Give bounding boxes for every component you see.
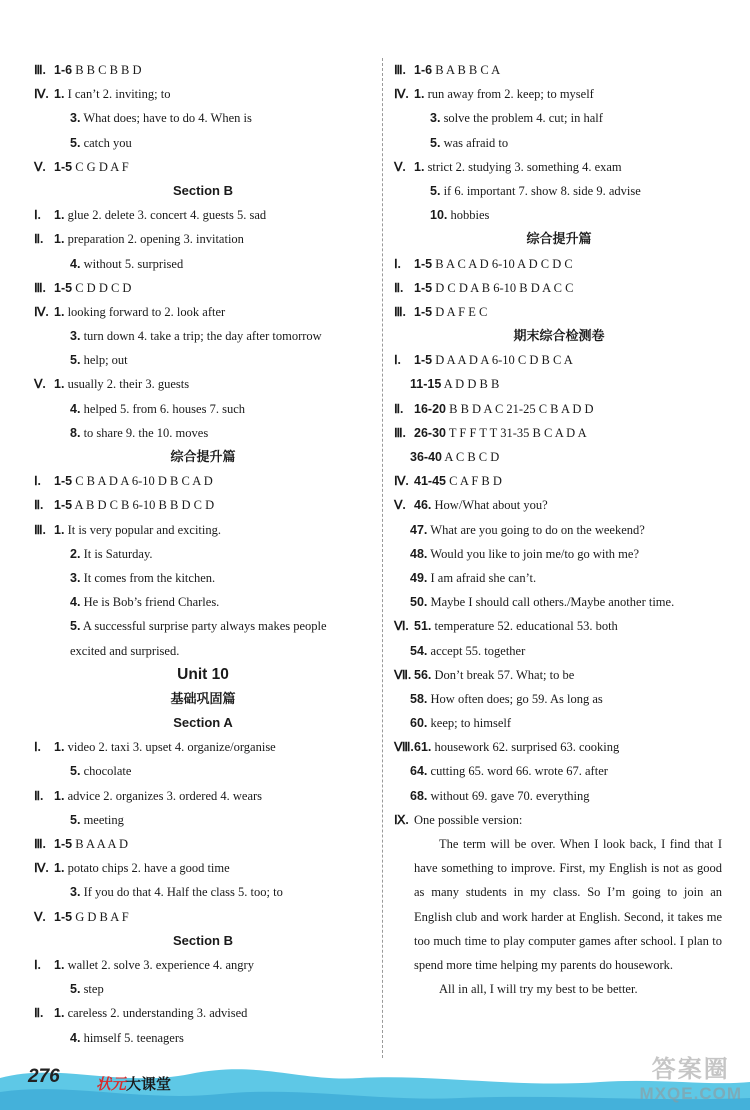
question-group-label: Ⅰ. [394, 353, 401, 368]
answer-text: What does; have to do 4. When is [83, 111, 252, 126]
answer-line [34, 203, 372, 227]
question-group-label: Ⅳ. [34, 87, 49, 102]
answer-line [34, 566, 372, 590]
left-column [34, 58, 372, 1050]
answer-line [394, 784, 724, 808]
answer-text: C D D C D [75, 280, 132, 295]
section-heading: Section B [173, 932, 233, 948]
answer-text: excited and surprised. [70, 643, 180, 658]
brand-logo [96, 1073, 171, 1094]
answer-line [34, 614, 372, 638]
answer-text: B B D A C 21-25 C B A D D [449, 401, 594, 416]
section-heading: 综合提升篇 [526, 231, 592, 247]
answer-text: if 6. important 7. show 8. side 9. advise [443, 183, 641, 198]
question-group-label: Ⅱ. [34, 232, 44, 247]
answer-line [394, 131, 724, 155]
question-number: 1-5 [54, 474, 73, 489]
question-group-label: Ⅳ. [34, 304, 49, 319]
question-number: 1-6 [54, 63, 73, 77]
question-number: 1. [54, 861, 65, 876]
question-number: 58. [410, 691, 428, 706]
answer-text: C A F B D [449, 474, 502, 489]
question-group-label: Ⅱ. [394, 280, 404, 295]
section-heading: Section B [173, 182, 233, 198]
answer-text: If you do that 4. Half the class 5. too; to [83, 885, 283, 900]
answer-line [394, 808, 724, 832]
question-number: 1. [414, 159, 425, 174]
section-heading: 基础巩固篇 [170, 690, 236, 706]
question-number: 56. [414, 667, 432, 682]
answer-text: What are you going to do on the weekend? [430, 522, 645, 537]
answer-line [34, 82, 372, 106]
answer-line [34, 348, 372, 372]
answer-text: Don’t break 57. What; to be [434, 667, 575, 682]
question-number: 1-5 [54, 837, 73, 851]
answer-line [34, 518, 372, 542]
question-number: 1. [54, 377, 65, 392]
question-group-label: Ⅰ. [34, 474, 41, 489]
question-group-label: Ⅳ. [34, 861, 49, 876]
answer-text: hobbies [450, 208, 490, 223]
question-group-label: Ⅲ. [394, 304, 406, 319]
answer-line [34, 905, 372, 929]
question-number: 1. [54, 788, 65, 803]
question-number: 5. [70, 135, 81, 150]
answer-text: advice 2. organizes 3. ordered 4. wears [67, 788, 263, 803]
question-group-label: Ⅲ. [34, 280, 46, 295]
question-group-label: Ⅴ. [34, 159, 46, 174]
answer-text: I can’t 2. inviting; to [67, 87, 171, 102]
answer-text: D A F E C [435, 304, 488, 319]
question-group-label: Ⅱ. [34, 788, 44, 803]
question-group-label: Ⅸ. [394, 812, 409, 827]
page-number: 276 [28, 1066, 60, 1087]
question-number: 49. [410, 570, 428, 585]
answer-line [394, 445, 724, 469]
answer-text: It is very popular and exciting. [67, 522, 221, 537]
answer-line [394, 58, 724, 82]
answer-text: It is Saturday. [83, 546, 153, 561]
answer-line [34, 735, 372, 759]
answer-text: A successful surprise party always makes people [82, 619, 327, 634]
answer-line [394, 397, 724, 421]
answer-line [394, 155, 724, 179]
question-group-label: Ⅴ. [394, 159, 406, 174]
question-number: 5. [70, 353, 81, 368]
question-number: 4. [70, 401, 81, 416]
question-number: 3. [70, 570, 81, 585]
section-heading: 综合提升篇 [170, 449, 236, 464]
answer-text: run away from 2. keep; to myself [427, 87, 594, 102]
answer-text: How/What about you? [434, 498, 548, 513]
answer-text: B A B B C A [435, 63, 501, 77]
answer-line [34, 639, 372, 663]
answer-line [34, 421, 372, 445]
question-group-label: Ⅱ. [34, 1006, 44, 1021]
question-number: 61. [414, 740, 432, 755]
answer-line [394, 82, 724, 106]
section-heading: 期末综合检测卷 [513, 328, 605, 344]
brand-logo-part1: 状元 [96, 1075, 127, 1093]
watermark [640, 1049, 742, 1104]
answer-line [34, 1001, 372, 1025]
answer-text: preparation 2. opening 3. invitation [67, 232, 244, 247]
answer-text: catch you [83, 135, 132, 150]
question-number: 5. [70, 812, 81, 827]
answer-text: How often does; go 59. As long as [430, 691, 603, 706]
answer-text: A D D B B [443, 377, 500, 392]
question-number: 4. [70, 595, 81, 610]
answer-line [34, 493, 372, 517]
question-number: 60. [410, 716, 428, 731]
page-footer [0, 1048, 750, 1110]
answer-line [394, 518, 724, 542]
answer-text: careless 2. understanding 3. advised [67, 1006, 248, 1021]
answer-line [394, 179, 724, 203]
answer-line [34, 469, 372, 493]
answer-line [394, 735, 724, 759]
question-group-label: Ⅲ. [34, 837, 46, 851]
question-group-label: Ⅷ. [394, 740, 414, 755]
answer-text: wallet 2. solve 3. experience 4. angry [67, 957, 254, 972]
answer-line [394, 759, 724, 783]
answer-line [394, 687, 724, 711]
question-number: 64. [410, 764, 428, 779]
question-group-label: Ⅳ. [394, 87, 409, 102]
answer-text: Maybe I should call others./Maybe another time. [430, 595, 675, 610]
answer-text: I am afraid she can’t. [430, 570, 537, 585]
answer-line [394, 203, 724, 227]
answer-line [34, 397, 372, 421]
answer-text: accept 55. together [430, 643, 526, 658]
answer-text: housework 62. surprised 63. cooking [434, 740, 620, 755]
question-number: 3. [430, 111, 441, 126]
answer-text: to share 9. the 10. moves [83, 425, 209, 440]
question-number: 1. [54, 740, 65, 755]
answer-line [34, 252, 372, 276]
answer-text: was afraid to [443, 135, 509, 150]
question-group-label: Ⅶ. [394, 667, 412, 682]
answer-line [34, 300, 372, 324]
watermark-line-2: MXQE.COM [639, 1084, 742, 1103]
question-number: 1-5 [414, 256, 433, 271]
answer-text: C B A D A 6-10 D B C A D [75, 474, 213, 489]
answer-line [394, 663, 724, 687]
question-number: 1. [54, 304, 65, 319]
answer-text: usually 2. their 3. guests [67, 377, 190, 392]
question-number: 36-40 [410, 450, 442, 464]
answer-line [34, 131, 372, 155]
answer-text: strict 2. studying 3. something 4. exam [427, 159, 622, 174]
answer-line [394, 276, 724, 300]
question-number: 41-45 [414, 474, 446, 489]
watermark-line-1: 答案圈 [651, 1056, 730, 1083]
question-number: 1-5 [54, 280, 73, 295]
answer-line [34, 856, 372, 880]
question-number: 1-5 [54, 498, 73, 513]
question-number: 1. [54, 1006, 65, 1021]
answer-text: chocolate [83, 764, 132, 779]
answer-text: D A A D A 6-10 C D B C A [435, 353, 573, 368]
answer-text: looking forward to 2. look after [67, 304, 226, 319]
answer-text: video 2. taxi 3. upset 4. organize/organise [67, 740, 276, 755]
question-group-label: Ⅱ. [34, 498, 44, 513]
answer-line [34, 808, 372, 832]
answer-text: help; out [83, 353, 128, 368]
question-group-label: Ⅰ. [34, 740, 41, 755]
question-number: 4. [70, 1030, 81, 1045]
answer-line [34, 227, 372, 251]
question-group-label: Ⅰ. [394, 256, 401, 271]
answer-line [394, 590, 724, 614]
question-number: 1-5 [414, 353, 433, 368]
question-number: 5. [70, 982, 81, 997]
answer-line [34, 276, 372, 300]
question-group-label: Ⅴ. [34, 377, 46, 392]
answer-text: C G D A F [75, 159, 129, 174]
question-number: 5. [70, 619, 81, 634]
question-number: 1. [54, 957, 65, 972]
section-heading: Section A [173, 715, 233, 731]
question-number: 1-5 [414, 304, 433, 319]
answer-text: without 69. gave 70. everything [430, 788, 590, 803]
answer-text: B A C A D 6-10 A D C D C [435, 256, 573, 271]
answer-text: A C B C D [444, 450, 500, 464]
answer-text: helped 5. from 6. houses 7. such [83, 401, 245, 416]
answer-text: keep; to himself [430, 716, 512, 731]
question-number: 3. [70, 111, 81, 126]
answer-text: It comes from the kitchen. [83, 570, 216, 585]
question-group-label: Ⅵ. [394, 619, 409, 634]
answer-text: without 5. surprised [83, 256, 184, 271]
answer-line [34, 880, 372, 904]
answer-text: glue 2. delete 3. concert 4. guests 5. sad [67, 208, 267, 223]
question-number: 3. [70, 329, 81, 344]
answer-line [34, 977, 372, 1001]
question-number: 1. [54, 522, 65, 537]
question-number: 26-30 [414, 425, 446, 440]
question-number: 47. [410, 522, 428, 537]
question-group-label: Ⅲ. [394, 63, 406, 77]
question-group-label: Ⅱ. [394, 401, 404, 416]
question-number: 1-5 [54, 909, 73, 924]
answer-line [394, 469, 724, 493]
question-number: 54. [410, 643, 428, 658]
question-group-label: Ⅳ. [394, 474, 409, 489]
brand-logo-part2: 大课堂 [126, 1075, 172, 1093]
answer-line [34, 106, 372, 130]
answer-line [34, 1026, 372, 1050]
answer-line [34, 155, 372, 179]
right-answer-lines [394, 58, 724, 832]
question-number: 1-5 [54, 159, 73, 174]
question-number: 2. [70, 546, 81, 561]
answer-line [34, 759, 372, 783]
right-column [394, 58, 724, 1001]
question-number: 16-20 [414, 401, 446, 416]
question-number: 46. [414, 498, 432, 513]
question-number: 5. [430, 135, 441, 150]
answer-line [394, 348, 724, 372]
answer-text: step [83, 982, 104, 997]
answer-text: turn down 4. take a trip; the day after tomorrow [83, 329, 322, 344]
question-number: 51. [414, 619, 432, 634]
essay-paragraph-1: The term will be over. When I look back, I find that I have something to improve. First, my English is not as good as many students in my class. So I’m going to join an English club and work harder at English. Second, it takes me too much time to play computer games after school. I plan to spend more time helping my parents do housework. [414, 837, 722, 973]
answer-text: B A A A D [75, 837, 129, 851]
question-number: 5. [70, 764, 81, 779]
essay-paragraph-2: All in all, I will try my best to be better. [439, 982, 638, 997]
answer-line [394, 566, 724, 590]
question-number: 1-5 [414, 280, 433, 295]
answer-line [394, 542, 724, 566]
answer-line [34, 372, 372, 396]
answer-text: Would you like to join me/to go with me? [430, 546, 639, 561]
answer-text: T F F T T 31-35 B C A D A [448, 425, 587, 440]
unit-heading: Unit 10 [177, 665, 229, 683]
question-number: 1. [54, 87, 65, 102]
question-number: 4. [70, 256, 81, 271]
answer-line [394, 300, 724, 324]
answer-line [34, 590, 372, 614]
question-group-label: Ⅲ. [34, 522, 46, 537]
answer-line [394, 421, 724, 445]
answer-line [34, 324, 372, 348]
answer-line [34, 784, 372, 808]
answer-text: B B C B B D [75, 63, 142, 77]
answer-line [34, 58, 372, 82]
question-group-label: Ⅴ. [394, 498, 406, 513]
question-group-label: Ⅰ. [34, 208, 41, 223]
answer-text: cutting 65. word 66. wrote 67. after [430, 764, 608, 779]
question-number: 5. [430, 183, 441, 198]
answer-line [394, 372, 724, 396]
answer-text: A B D C B 6-10 B B D C D [74, 498, 215, 513]
question-number: 68. [410, 788, 428, 803]
answer-line [394, 106, 724, 130]
answer-text: potato chips 2. have a good time [67, 861, 230, 876]
question-number: 8. [70, 425, 81, 440]
answer-text: solve the problem 4. cut; in half [443, 111, 603, 126]
answer-line [34, 953, 372, 977]
question-group-label: Ⅲ. [34, 63, 46, 77]
answer-text: One possible version: [414, 812, 523, 827]
question-number: 10. [430, 208, 448, 223]
question-number: 1. [54, 208, 65, 223]
answer-text: himself 5. teenagers [83, 1030, 184, 1045]
question-number: 1. [414, 87, 425, 102]
answer-line [394, 614, 724, 638]
question-number: 50. [410, 595, 428, 610]
answer-line [394, 639, 724, 663]
answer-text: meeting [83, 812, 124, 827]
answer-text: G D B A F [75, 909, 129, 924]
question-group-label: Ⅴ. [34, 909, 46, 924]
column-divider [382, 58, 383, 1058]
question-number: 3. [70, 885, 81, 900]
answer-line [394, 252, 724, 276]
question-group-label: Ⅰ. [34, 957, 41, 972]
answer-line [34, 542, 372, 566]
answer-text: temperature 52. educational 53. both [434, 619, 618, 634]
answer-text: He is Bob’s friend Charles. [83, 595, 220, 610]
answer-line [394, 493, 724, 517]
question-number: 1-6 [414, 63, 433, 77]
question-group-label: Ⅲ. [394, 425, 406, 440]
answer-line [394, 711, 724, 735]
question-number: 48. [410, 546, 428, 561]
answer-line [34, 832, 372, 856]
question-number: 1. [54, 232, 65, 247]
question-number: 11-15 [410, 377, 442, 392]
answer-text: D C D A B 6-10 B D A C C [435, 280, 574, 295]
